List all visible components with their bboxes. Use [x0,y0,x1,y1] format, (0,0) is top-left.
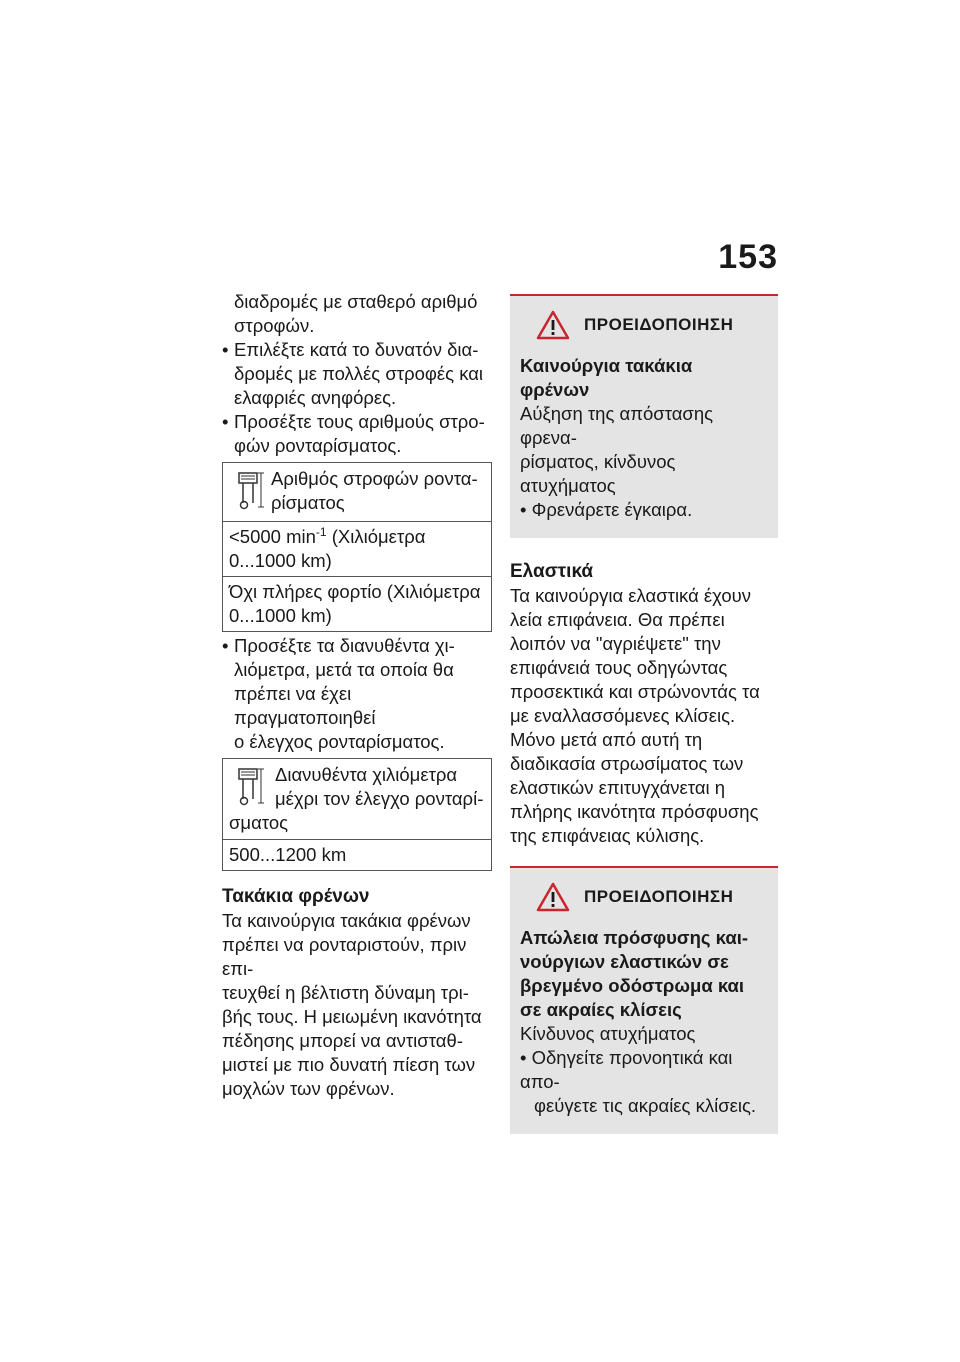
break-in-rpm-table [222,462,492,632]
text-line: πρέπει να έχει πραγματοποιηθεί [234,683,376,728]
page-number: 153 [718,238,778,276]
text-line: 500...1200 km [229,844,347,865]
text-line: πέδησης μπορεί να αντισταθ- [222,1030,463,1051]
text-fragment: (Χιλιόμετρα [326,526,426,547]
warning-title-line: Απώλεια πρόσφυσης και- [520,927,749,948]
text-line: επιφάνειά τους οδηγώντας [510,657,728,678]
warning-label: ΠΡΟΕΙΔΟΠΟΙΗΣΗ [584,887,734,906]
bullet-route-choice [222,338,492,410]
warning-box-tire-grip [510,866,778,1134]
warning-title-line: νούργιων ελαστικών σε [520,951,729,972]
text-line: φών ρονταρίσματος. [234,435,402,456]
bullet-mileage [222,634,492,754]
table-row [223,521,491,576]
text-line: ο έλεγχος ρονταρίσματος. [234,731,445,752]
break-in-distance-table [222,758,492,871]
brake-pads-text [222,909,492,1101]
left-column [222,290,492,1101]
text-line: βής τους. Η μειωμένη ικανότητα [222,1006,482,1027]
intro-text [222,290,492,338]
text-line: ελαστικών επιτυγχάνεται η [510,777,726,798]
warning-title-line: φρένων [520,379,590,400]
bullet-dot-icon: • [222,635,229,656]
warning-bullet: • Οδηγείτε προνοητικά και απο- [520,1047,733,1092]
text-line: με εναλλασσόμενες κλίσεις. [510,705,736,726]
text-line: προσεκτικά και στρώνοντάς τα [510,681,760,702]
tires-heading: Ελαστικά [510,561,594,582]
text-line: ελαφριές ανηφόρες. [234,387,397,408]
text-line [229,525,485,549]
text-line: μοχλών των φρένων. [222,1078,395,1099]
brake-pads-heading: Τακάκια φρένων [222,886,370,907]
text-line: 0...1000 km) [229,605,332,626]
text-line: λοιπόν να "αγριέψετε" την [510,633,721,654]
text-line: Προσέξτε τα διανυθέντα χι- [234,635,455,656]
text-line: Επιλέξτε κατά το δυνατόν δια- [234,339,479,360]
text-line: λεία επιφάνεια. Θα πρέπει [510,609,725,630]
text-line: Προσέξτε τους αριθμούς στρο- [234,411,485,432]
table-header [223,759,491,839]
table-header-line: Διανυθέντα χιλιόμετρα [275,764,458,785]
warning-header [520,882,770,912]
table-header [223,463,491,521]
table-header-line: ρίσματος [271,492,345,513]
text-line: της επιφάνειας κύλισης. [510,825,705,846]
warning-bullet: • Φρενάρετε έγκαιρα. [520,499,693,520]
text-line: ρίσματος, κίνδυνος ατυχήματος [520,451,676,496]
text-line: Τα καινούργια ελαστικά έχουν [510,585,752,606]
text-line: διαδικασία στρωσίματος των [510,753,744,774]
warning-label: ΠΡΟΕΙΔΟΠΟΙΗΣΗ [584,315,734,334]
warning-header [520,310,770,340]
text-line: Κίνδυνος ατυχήματος [520,1023,696,1044]
bullet-dot-icon: • [222,339,229,360]
right-column [510,294,778,1134]
engine-piston-icon [235,471,265,511]
text-line: Τα καινούργια τακάκια φρένων [222,910,471,931]
text-line: δρομές με πολλές στροφές και [234,363,484,384]
table-header-line: μέχρι τον έλεγχο ρονταρί- [275,788,484,809]
warning-bullet: φεύγετε τις ακραίες κλίσεις. [534,1095,757,1116]
engine-piston-icon [235,767,265,807]
warning-triangle-icon [536,310,570,340]
text-line: τευχθεί η βέλτιστη δύναμη τρι- [222,982,469,1003]
text-line: Μόνο μετά από αυτή τη [510,729,703,750]
text-line: μιστεί με πιο δυνατή πίεση των [222,1054,476,1075]
text-line: στροφών. [234,315,315,336]
unit-exponent: -1 [315,524,327,539]
text-line: πρέπει να ρονταριστούν, πριν επι- [222,934,467,979]
text-line: Όχι πλήρες φορτίο (Χιλιόμετρα [229,581,481,602]
bullet-rpm [222,410,492,458]
text-line: λιόμετρα, μετά τα οποία θα [234,659,454,680]
warning-title-line: σε ακραίες κλίσεις [520,999,682,1020]
text-line: Αύξηση της απόστασης φρενα- [520,403,714,448]
table-row [223,576,491,631]
rpm-value: <5000 min [229,526,316,547]
table-header-line: Αριθμός στροφών ροντα- [271,468,478,489]
warning-title-line: βρεγμένο οδόστρωμα και [520,975,745,996]
warning-box-brake-pads [510,294,778,538]
tires-text [510,584,778,848]
bullet-dot-icon: • [222,411,229,432]
table-header-line: σματος [229,812,289,833]
text-line: πλήρης ικανότητα πρόσφυσης [510,801,759,822]
table-row [223,839,491,870]
text-line: διαδρομές με σταθερό αριθμό [234,291,478,312]
warning-triangle-icon [536,882,570,912]
text-line: 0...1000 km) [229,550,332,571]
warning-title-line: Καινούργια τακάκια [520,355,693,376]
